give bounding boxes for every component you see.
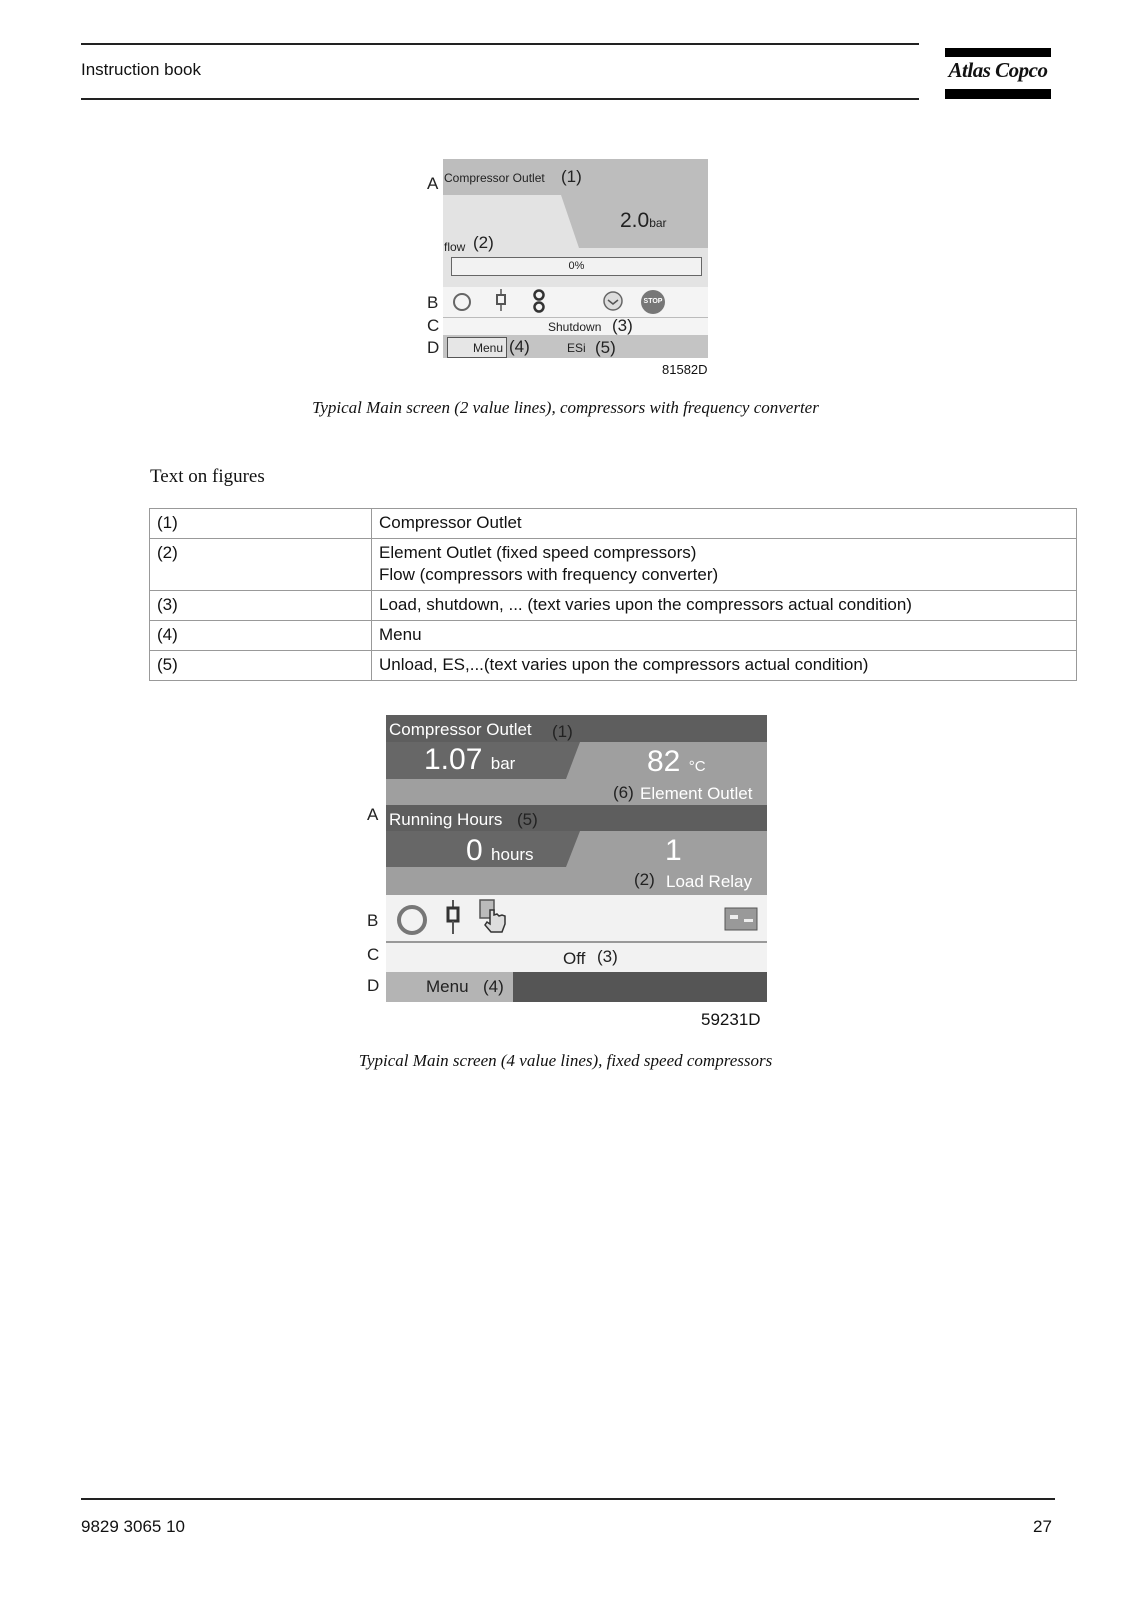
ref-4: (4) xyxy=(483,977,504,996)
ref-3: (3) xyxy=(597,947,618,966)
row-label-a: A xyxy=(367,805,379,824)
hours-value-unit: hours xyxy=(491,845,534,864)
logo-bottom-bar xyxy=(945,89,1051,99)
element-value xyxy=(647,745,706,779)
figure1-caption: Typical Main screen (2 value lines), compressors with frequency converter xyxy=(312,398,819,417)
outlet-value-number: 1.07 xyxy=(424,743,483,776)
ring-icon xyxy=(453,293,471,311)
ref-3: (3) xyxy=(612,316,633,335)
hand-pointer-icon xyxy=(478,898,508,936)
table-row xyxy=(150,509,1077,539)
hours-value-number: 0 xyxy=(466,834,483,867)
legend-value: Compressor Outlet xyxy=(372,509,1077,539)
element-value-unit: °C xyxy=(688,758,706,775)
flow-bar-percent: 0% xyxy=(568,260,585,272)
legend-value: Menu xyxy=(372,621,1077,651)
load-relay-value: 1 xyxy=(665,834,682,867)
legend-key: (2) xyxy=(150,539,372,591)
table-row xyxy=(150,591,1077,621)
legend-value xyxy=(372,539,1077,591)
row-label-b: B xyxy=(367,911,379,930)
card-icon xyxy=(724,907,758,931)
element-value-number: 82 xyxy=(647,745,681,778)
double-valve-icon xyxy=(532,289,546,315)
header-title: Instruction book xyxy=(81,60,202,79)
legend-table xyxy=(149,508,1077,681)
legend-value-line: Element Outlet (fixed speed compressors) xyxy=(379,543,697,562)
row-label-d: D xyxy=(427,338,440,357)
stop-icon: STOP xyxy=(641,290,665,314)
outlet-value xyxy=(424,743,515,777)
status-text: Off xyxy=(563,949,586,968)
outlet-value-number: 2.0 xyxy=(620,209,650,232)
legend-key: (5) xyxy=(150,651,372,681)
logo-top-bar xyxy=(945,48,1051,57)
section-title: Text on figures xyxy=(150,466,265,487)
row-label-d: D xyxy=(367,976,380,995)
flow-label: flow xyxy=(444,240,466,254)
running-hours-label: Running Hours xyxy=(389,810,503,829)
page-number: 27 xyxy=(1033,1517,1052,1536)
row-label-c: C xyxy=(427,316,440,335)
ref-2: (2) xyxy=(634,870,655,889)
header-bottom-rule xyxy=(81,98,919,100)
row-label-b: B xyxy=(427,293,439,312)
table-row xyxy=(150,651,1077,681)
outlet-value xyxy=(620,209,667,233)
compressor-outlet-label: Compressor Outlet xyxy=(389,720,532,739)
legend-key: (4) xyxy=(150,621,372,651)
row-label-c: C xyxy=(367,945,380,964)
ref-1: (1) xyxy=(561,167,582,186)
ref-5: (5) xyxy=(517,810,538,829)
logo-text: Atlas Copco xyxy=(948,58,1048,82)
status-text: Shutdown xyxy=(548,320,602,334)
header-top-rule xyxy=(81,43,919,45)
figure-id: 81582D xyxy=(662,362,708,377)
esi-button-label[interactable]: ESi xyxy=(567,341,586,355)
icon-row xyxy=(443,287,708,317)
menu-button[interactable] xyxy=(447,337,507,358)
hours-value xyxy=(466,834,534,868)
outlet-value-unit: bar xyxy=(649,216,667,230)
outlet-value-unit: bar xyxy=(490,754,516,773)
ref-5: (5) xyxy=(595,338,616,357)
menu-button-label: Menu xyxy=(473,341,504,355)
table-row xyxy=(150,621,1077,651)
pressure-sensor-icon xyxy=(494,289,508,313)
legend-key: (3) xyxy=(150,591,372,621)
load-relay-label: Load Relay xyxy=(666,872,753,891)
clock-icon xyxy=(602,290,624,312)
figure-id: 59231D xyxy=(701,1010,761,1029)
ref-2: (2) xyxy=(473,233,494,252)
element-outlet-label: Element Outlet xyxy=(640,784,753,803)
ref-6: (6) xyxy=(613,783,634,802)
ref-1: (1) xyxy=(552,722,573,741)
value-panel xyxy=(386,715,767,895)
figure2-caption: Typical Main screen (4 value lines), fixed speed compressors xyxy=(358,1051,773,1070)
footer-rule xyxy=(81,1498,1055,1500)
compressor-outlet-label: Compressor Outlet xyxy=(444,171,545,185)
table-row xyxy=(150,539,1077,591)
menu-button-label: Menu xyxy=(426,977,469,996)
legend-value-line: Flow (compressors with frequency converter) xyxy=(379,565,719,584)
ring-icon xyxy=(397,905,427,935)
flow-bar xyxy=(451,257,702,276)
doc-number: 9829 3065 10 xyxy=(81,1517,185,1536)
row-label-a: A xyxy=(427,174,439,193)
pressure-sensor-icon xyxy=(445,900,461,936)
legend-key: (1) xyxy=(150,509,372,539)
legend-value: Load, shutdown, ... (text varies upon the compressors actual condition) xyxy=(372,591,1077,621)
legend-value: Unload, ES,...(text varies upon the compressors actual condition) xyxy=(372,651,1077,681)
icon-row xyxy=(386,895,767,943)
ref-4: (4) xyxy=(509,337,530,356)
